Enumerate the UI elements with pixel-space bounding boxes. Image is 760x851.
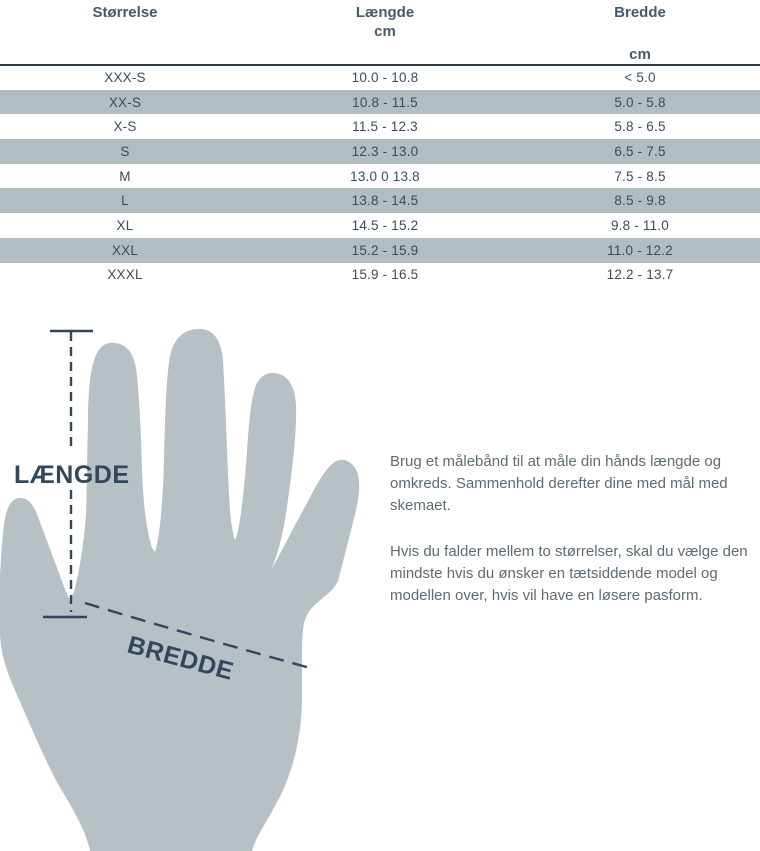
instruction-paragraph-2: Hvis du falder mellem to størrelser, skal du vælge den mindste hvis du ønsker en tætsiddende model og modellen over, hvis vil have en løsere pasform.: [390, 543, 748, 604]
measuring-instructions: [390, 451, 758, 631]
hand-measurement-illustration: [0, 300, 380, 851]
width-cell: 5.8 - 6.5: [614, 119, 666, 135]
width-cell: 9.8 - 11.0: [610, 217, 670, 233]
width-label: BREDDE: [124, 630, 237, 686]
length-cell: 11.5 - 12.3: [352, 119, 418, 135]
table-row: [0, 114, 760, 139]
length-cell: 13.8 - 14.5: [351, 193, 419, 209]
size-cell: S: [120, 143, 130, 159]
table-row: [0, 213, 760, 238]
length-cell: 15.2 - 15.9: [351, 242, 419, 258]
width-cell: < 5.0: [624, 70, 656, 86]
instruction-paragraph-1: Brug et målebånd til at måle din hånds længde og omkreds. Sammenhold derefter dine med mål med skemaet.: [390, 453, 728, 514]
length-cell: 15.9 - 16.5: [351, 267, 419, 283]
length-cell: 12.3 - 13.0: [351, 143, 419, 159]
length-cell: 10.0 - 10.8: [351, 70, 419, 86]
table-row: [0, 90, 760, 115]
size-table-header-row: [0, 0, 760, 65]
table-row: [0, 164, 760, 189]
width-cell: 12.2 - 13.7: [606, 267, 674, 283]
column-header-width-label: Bredde: [614, 4, 666, 21]
width-cell: 11.0 - 12.2: [607, 242, 673, 258]
width-cell: 7.5 - 8.5: [614, 168, 666, 184]
hand-silhouette: [0, 329, 359, 851]
size-cell: L: [121, 193, 129, 209]
size-cell: XL: [116, 217, 134, 233]
column-header-size-label: Størrelse: [92, 4, 158, 21]
column-header-size: [0, 0, 250, 65]
size-cell: XX-S: [108, 94, 142, 110]
size-cell: M: [119, 168, 131, 184]
column-header-length: [250, 0, 520, 65]
length-label: LÆNGDE: [14, 461, 130, 489]
length-cell: 14.5 - 15.2: [351, 217, 419, 233]
width-cell: 5.0 - 5.8: [614, 94, 666, 110]
table-row: [0, 188, 760, 213]
table-row: [0, 139, 760, 164]
column-header-length-label: Længde: [355, 4, 415, 21]
column-header-length-unit: cm: [374, 23, 396, 40]
column-header-width-unit: cm: [629, 46, 651, 63]
column-header-width: [520, 0, 760, 65]
size-cell: XXL: [111, 242, 139, 258]
size-table: [0, 0, 760, 287]
length-cell: 10.8 - 11.5: [352, 94, 418, 110]
table-row: [0, 263, 760, 288]
table-row: [0, 238, 760, 263]
table-row: [0, 65, 760, 90]
width-cell: 8.5 - 9.8: [614, 193, 666, 209]
width-cell: 6.5 - 7.5: [614, 143, 666, 159]
length-cell: 13.0 0 13.8: [350, 168, 420, 184]
size-cell: XXX-S: [104, 70, 146, 86]
size-cell: X-S: [113, 119, 137, 135]
size-cell: XXXL: [107, 267, 143, 283]
